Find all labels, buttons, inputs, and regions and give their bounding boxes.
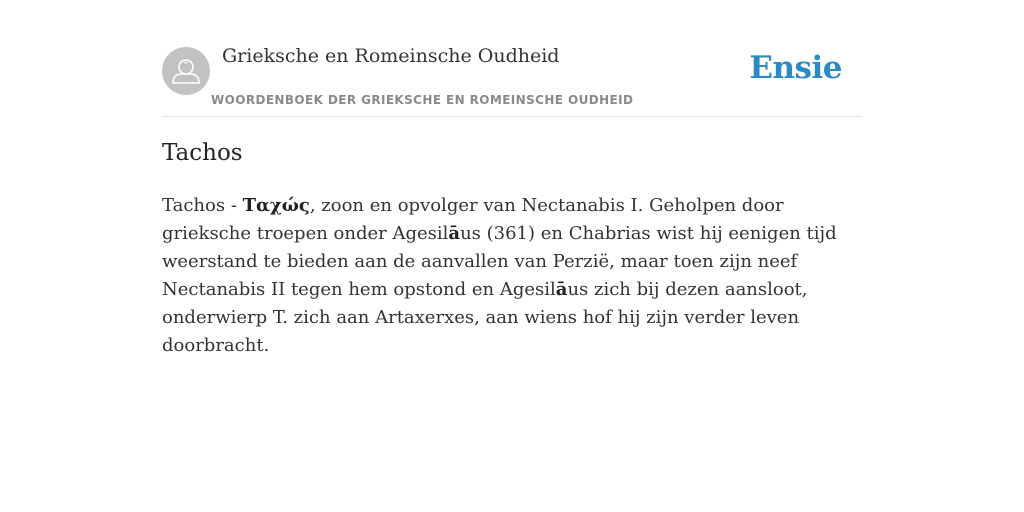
entry-definition <box>162 192 862 360</box>
entry-title: Tachos <box>162 140 243 166</box>
term-separator: - <box>225 195 243 216</box>
ensie-logo-link[interactable]: Ensie <box>749 50 842 86</box>
dictionary-name-link[interactable]: Grieksche en Romeinsche Oudheid <box>222 45 560 67</box>
dictionary-header <box>162 40 862 117</box>
dictionary-subtitle: WOORDENBOEK DER GRIEKSCHE EN ROMEINSCHE OUDHEID <box>211 93 634 107</box>
definition-text-2: us (361) en Chabrias wist hij eenigen tijd weerstand te bieden aan de aanvallen van Perzië, maar toen zijn neef Nectanabis II tegen hem opstond en Agesil <box>162 223 837 300</box>
macron-vowel-2: ā <box>555 279 568 300</box>
definition-text-3: us zich bij dezen aansloot, onderwierp T. zich aan Artaxerxes, aan wiens hof hij zijn verder leven doorbracht. <box>162 279 808 356</box>
user-icon <box>162 47 210 95</box>
macron-vowel-1: ā <box>448 223 461 244</box>
greek-term: Ταχώς <box>242 195 310 216</box>
definition-text-1: , zoon en opvolger van Nectanabis I. Geholpen door grieksche troepen onder Agesil <box>162 195 784 244</box>
entry-term: Tachos <box>162 195 226 216</box>
